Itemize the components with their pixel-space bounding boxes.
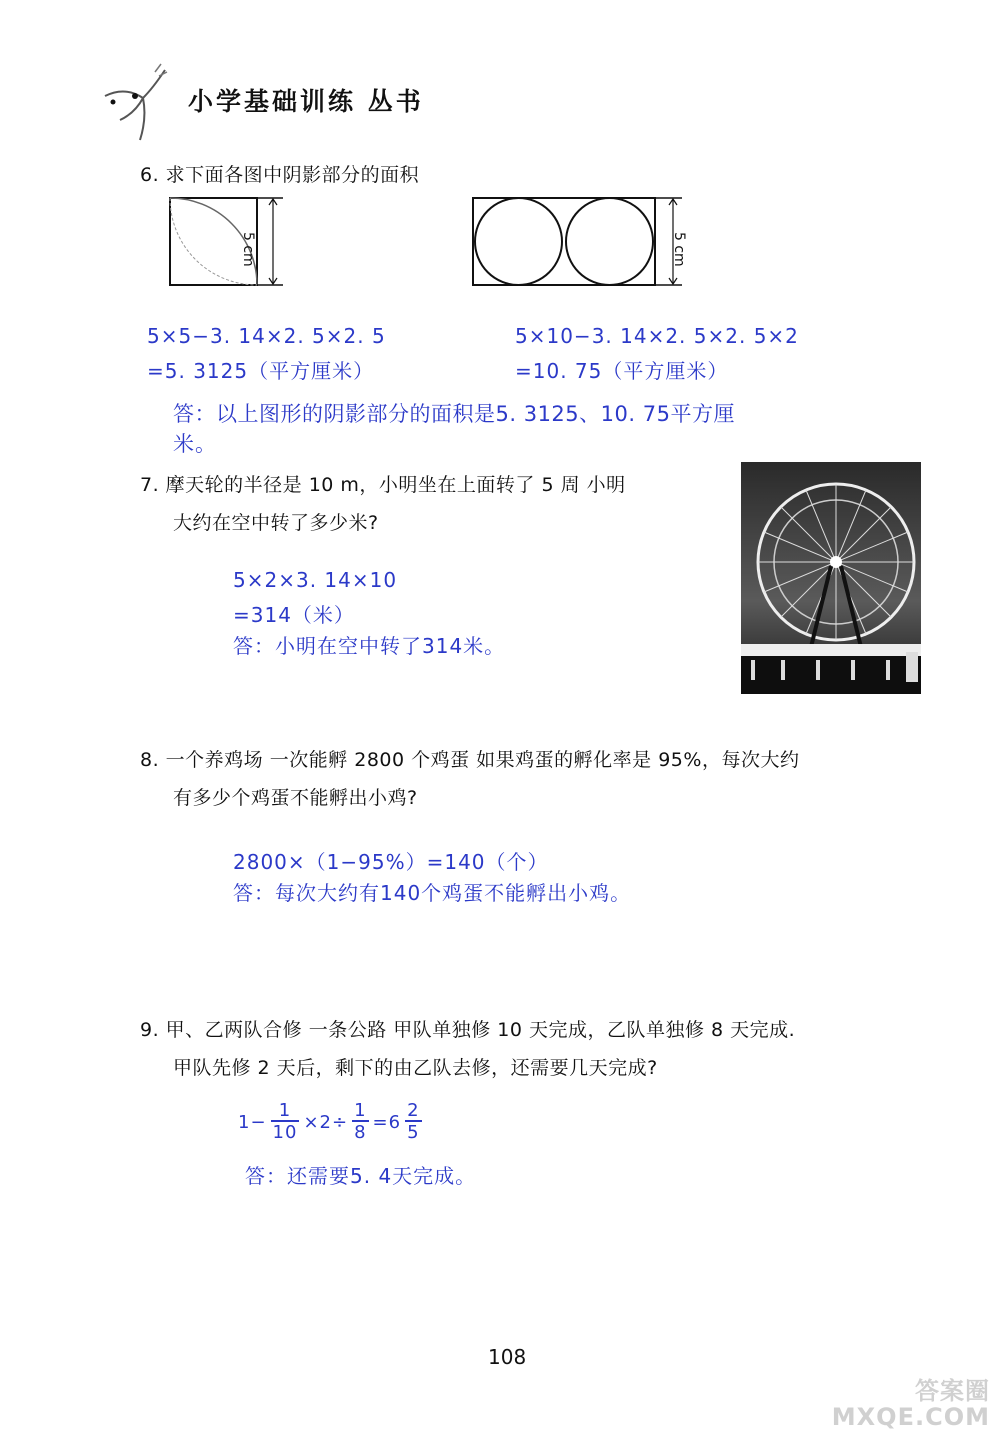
- watermark: 答案圈 MXQE.COM: [831, 1377, 990, 1431]
- q9-calc-mid: ×2÷: [303, 1111, 349, 1133]
- fraction-numerator: 2: [407, 1100, 420, 1121]
- figure-square-leaf: [165, 195, 295, 290]
- fraction-denominator: 10: [272, 1122, 298, 1143]
- figure-right-label: 5 cm: [671, 232, 687, 267]
- question-9-line2: 甲队先修 2 天后，剩下的由乙队去修，还需要几天完成?: [173, 1057, 658, 1079]
- series-logo: [95, 58, 185, 148]
- q6-conclusion-line2: 米。: [173, 432, 217, 456]
- ferris-wheel-photo: [741, 462, 921, 694]
- q9-answer: 答：还需要5. 4天完成。: [245, 1164, 477, 1188]
- fraction-1-8: [352, 1102, 368, 1142]
- fraction-1-10: [271, 1102, 300, 1142]
- q6-conclusion-line1: 答：以上图形的阴影部分的面积是5. 3125、10. 75平方厘: [173, 402, 735, 426]
- q7-answer-line1: 5×2×3. 14×10: [233, 568, 398, 592]
- q9-calc-prefix: 1−: [238, 1111, 267, 1133]
- q6-answer-right-line2: =10. 75（平方厘米）: [515, 359, 729, 383]
- q7-answer-line2: =314（米）: [233, 603, 355, 627]
- q8-answer-line1: 2800×（1−95%）=140（个）: [233, 850, 549, 874]
- q6-answer-left-line1: 5×5−3. 14×2. 5×2. 5: [147, 324, 386, 348]
- q8-answer-line2: 答：每次大约有140个鸡蛋不能孵出小鸡。: [233, 881, 632, 905]
- question-7-line2: 大约在空中转了多少米?: [173, 512, 379, 534]
- q9-calc-eq: =6: [372, 1111, 402, 1133]
- q9-calculation: [238, 1102, 426, 1142]
- page-number: 108: [488, 1345, 527, 1369]
- question-8-line2: 有多少个鸡蛋不能孵出小鸡?: [173, 787, 418, 809]
- fraction-denominator: 5: [407, 1122, 420, 1143]
- question-9-line1: 9. 甲、乙两队合修 一条公路 甲队单独修 10 天完成，乙队单独修 8 天完成.: [140, 1019, 796, 1041]
- fraction-2-5: [405, 1102, 421, 1142]
- q6-answer-right-line1: 5×10−3. 14×2. 5×2. 5×2: [515, 324, 799, 348]
- fraction-denominator: 8: [354, 1122, 367, 1143]
- fraction-numerator: 1: [278, 1100, 292, 1121]
- figure-left-label: 5 cm: [240, 232, 256, 267]
- q7-answer-line3: 答：小明在空中转了314米。: [233, 634, 506, 658]
- fraction-numerator: 1: [354, 1100, 367, 1121]
- question-7-line1: 7. 摩天轮的半径是 10 m，小明坐在上面转了 5 周 小明: [140, 474, 626, 496]
- figure-two-circles: [470, 195, 690, 290]
- question-6: 6. 求下面各图中阴影部分的面积: [140, 164, 420, 186]
- question-8-line1: 8. 一个养鸡场 一次能孵 2800 个鸡蛋 如果鸡蛋的孵化率是 95%，每次大约: [140, 749, 800, 771]
- q6-answer-left-line2: =5. 3125（平方厘米）: [147, 359, 375, 383]
- series-title: 小学基础训练 丛书: [188, 87, 424, 116]
